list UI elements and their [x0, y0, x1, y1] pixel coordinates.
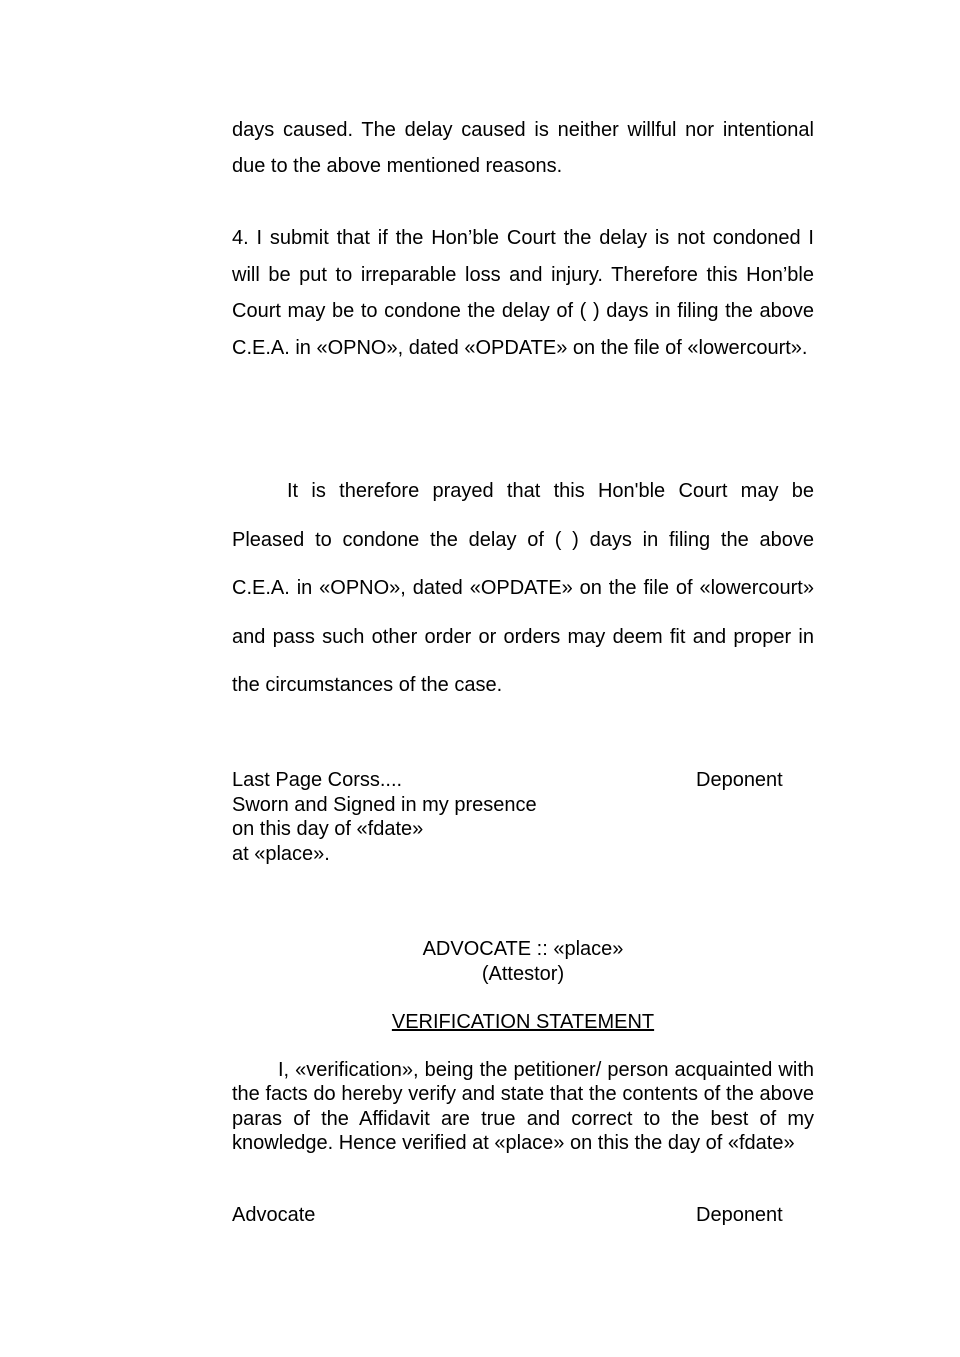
paragraph-continuation: [232, 112, 814, 184]
advocate-place-line: ADVOCATE :: «place»: [422, 938, 624, 960]
sworn-line: Sworn and Signed in my presence: [232, 793, 537, 816]
sworn-block: [232, 768, 652, 866]
verification-text: I, «verification», being the petitioner/ person acquainted with the facts do hereby verify and state that the contents of the above paras of the Affidavit are true and correct to the best of my knowledge. Hence verified at «place» on this the day of «fdate»: [232, 1059, 814, 1154]
paragraph-4-text: 4. I submit that if the Hon’ble Court the delay is not condoned I will be put to irreparable loss and injury. Therefore this Hon’ble Court may be to condone the delay of ( ) days in filing the above C.E.A. in «OPNO», dated «OPDATE» on the file of «lowercourt».: [232, 227, 814, 359]
sworn-line: on this day of «fdate»: [232, 818, 424, 840]
verification-paragraph: [232, 1058, 814, 1155]
paragraph-continuation-text: days caused. The delay caused is neither willful nor intentional due to the above mentioned reasons.: [232, 119, 814, 177]
prayer-text: It is therefore prayed that this Hon'ble Court may be Pleased to condone the delay of ( ) days in filing the above C.E.A. in «OPNO», dated «OPDATE» on the file of «lowercourt» and pass such other order or orders may deem fit and proper in the circumstances of the case.: [232, 480, 814, 696]
paragraph-4: [232, 220, 814, 366]
prayer-paragraph: [232, 467, 814, 710]
sworn-line: Last Page Corss....: [232, 769, 403, 791]
deponent-signature-label: Deponent: [696, 769, 783, 791]
deponent-signature-label-bottom: Deponent: [696, 1204, 783, 1226]
advocate-attestor-block: [292, 937, 754, 986]
sworn-line: at «place».: [232, 842, 330, 865]
attestor-line: (Attestor): [481, 962, 565, 985]
verification-title: VERIFICATION STATEMENT: [391, 1011, 655, 1033]
advocate-signature-label: Advocate: [232, 1204, 316, 1226]
